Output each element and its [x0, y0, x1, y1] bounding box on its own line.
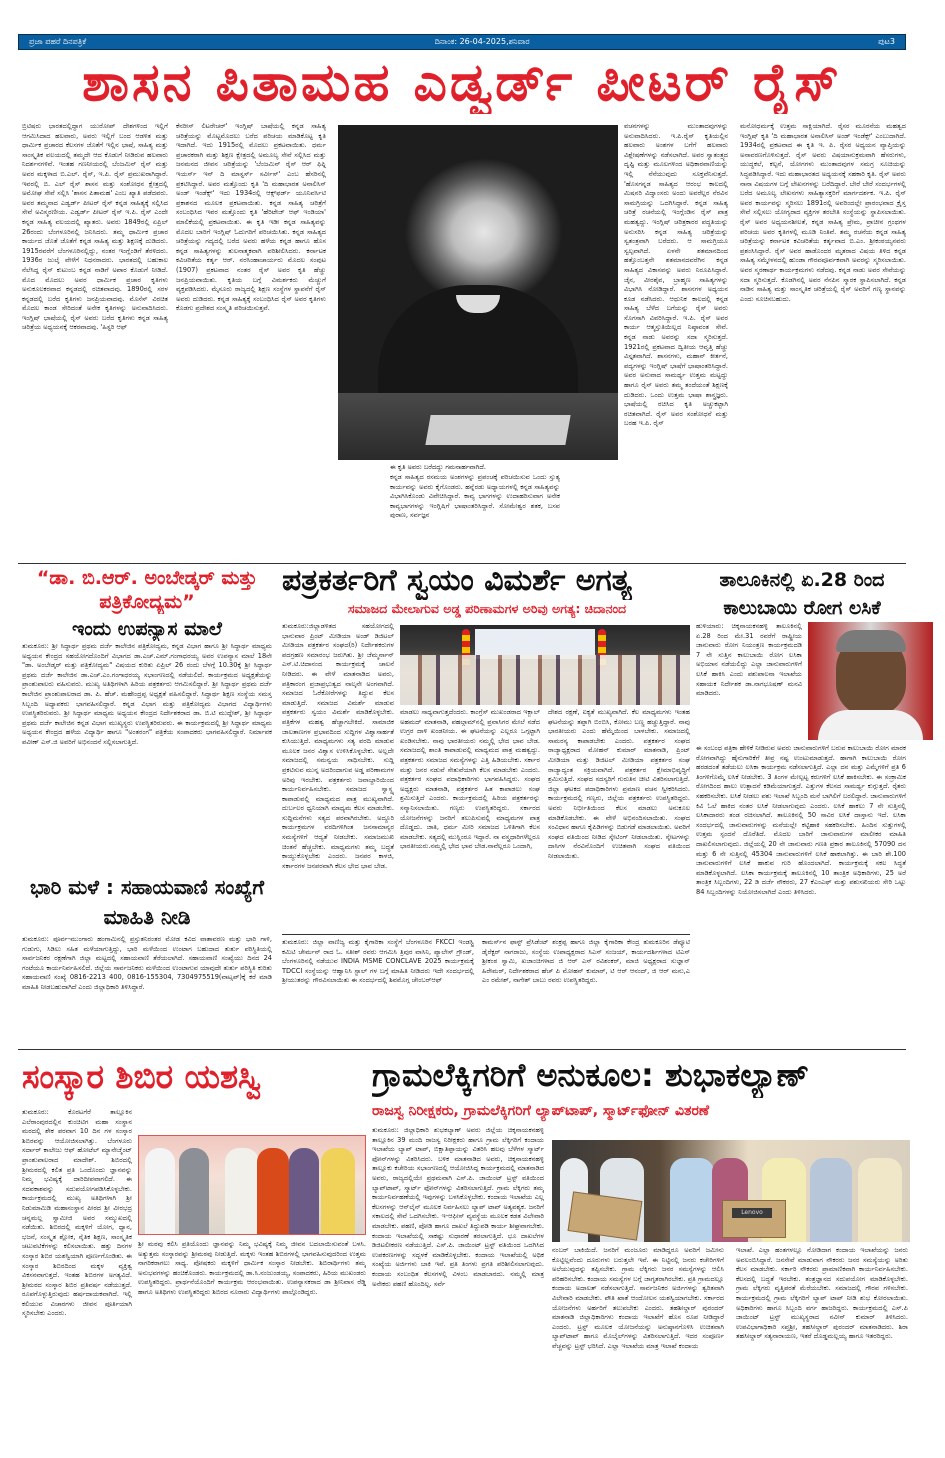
village-headline: ಗ್ರಾಮಲೆಕ್ಕಿಗರಿಗೆ ಅನುಕೂಲ: ಶುಭಾಕಲ್ಯಾಣ್: [372, 1056, 810, 1094]
lead-col-5: ಮನೋಧರ್ಮಕ್ಕೆ ಉತ್ತಮ ಸಾಕ್ಷಿಯಾಗಿದೆ. ರೈಸರ ಮೂರನೆಯ ಮಹತ್ವದ ಇಂಗ್ಲಿಷ್ ಕೃತಿ 'ದಿ ಮಹಾಭಾರತ ಅನಾಲಿಸಿಸ್ ಅಂಡ್ ಇಂಡೆಕ್ಸ್' ಎಂಬುದಾಗಿದೆ. 1934ರಲ್ಲಿ ಪ್ರಕಟವಾದ ಈ ಕೃತಿ ಇ. ಪಿ. ರೈಸರ ಅಧ್ಯಯನ ವ್ಯಾಪ್ತಿಯನ್ನು ಅನಾವರಣಗೊಳಿಸುತ್ತದೆ. ರೈಸ್ ಅವರು ವಿಷಯಾನುಕ್ರಮವಾಗಿ ಹೆಸರುಗಳು, ಯುದ್ಧಕಲೆ, ಕಲ್ಪನೆ, ಯೋಗಗಳು ಮುಂತಾದವುಗಳ ಸಮಗ್ರ ಸೂಚಿಯನ್ನು ಸಿದ್ಧಪಡಿಸಿದ್ದಾರೆ. ಇದು ಮಹಾಭಾರತದ ಅಧ್ಯಯನಕ್ಕೆ ಸಹಕಾರಿ ಕೃತಿ. ರೈಸ್ ಅವರು ನಾನಾ ವಿಷಯಗಳ ಬಗ್ಗೆ ಲೇಖನಗಳನ್ನು ಬರೆದಿದ್ದಾರೆ. ಬೇರೆ ಬೇರೆ ಸಂದರ್ಭಗಳಲ್ಲಿ ಬರೆದ ಅಮೂಲ್ಯ ಲೇಖನಗಳು ಸಾಹಿತ್ಯಾಸಕ್ತರಿಗೆ ಮಾರ್ಗದರ್ಶಕ. ಇ.ಪಿ. ರೈಸ್ ಅವರ ಕಾರ್ಯವನ್ನು ಸ್ಮರಿಸಲು 1891ರಲ್ಲಿ ಅವರಿಂದಲ್ಲೇ ಪ್ರಾರಂಭವಾದ ಕ್ರೈಸ್ತ ಸೇವೆ ಸಲ್ಲಿಸಲು ಯೋಗ್ಯರಾದ ವ್ಯಕ್ತಿಗಳ ತರಬೇತಿ ಸಂಸ್ಥೆಯನ್ನು ಸ್ಥಾಪಿಸಲಾಯಿತು. ರೈಸ್ ಅವರ ಅಧ್ಯಯನಶೀಲತೆ, ಕನ್ನಡ ಸಾಹಿತ್ಯ ಪ್ರೇಮ, ಪ್ರಾಚೀನ ಗ್ರಂಥಗಳ ಪರಿಚಯ ಅವರ ಕೃತಿಗಳಲ್ಲಿ ಮೂಡಿ ನಿಂತಿವೆ. ತಮ್ಮ ರಚನೆಯ ಕನ್ನಡ ಸಾಹಿತ್ಯ ಚರಿತ್ರೆಯನ್ನು ಕರ್ನಾಟಕ ಕವಿಚರಿತೆಯ ಕರ್ತೃವಾದ ಬಿ.ಎಂ. ಶ್ರೀಕಂಠಯ್ಯನವರು ಪ್ರಶಂಸಿಸಿದ್ದಾರೆ. ರೈಸ್ ಅವರ ಹಾಡೊಂದರ ಮೃತರಾದ ವಿಷಯ ತಿಳಿದ ಕನ್ನಡ ಸಾಹಿತ್ಯ ಸಮ್ಮೇಳನದಲ್ಲಿ ಹುಂಡಾ ಗೌರವಪೂರ್ವಕವಾಗಿ ಅವರನ್ನು ಸ್ಮರಿಸಲಾಯಿತು. ಅವರ ಸ್ಮರಣಾರ್ಥ ಕಾರ್ಯಕ್ರಮಗಳು ನಡೆದವು. ಕನ್ನಡ ನಾಡು ಅವರ ಸೇವೆಯನ್ನು ಸದಾ ಸ್ಮರಿಸುತ್ತದೆ. ಕೊಡಗಿನಲ್ಲಿ ಅವರ ನೆನಪಿನ ಸ್ಮಾರಕ ಸ್ಥಾಪಿಸಲಾಗಿದೆ. ಕನ್ನಡ ನಾಡಿನ ಸಾಹಿತ್ಯ ಮತ್ತು ಸಾಂಸ್ಕೃತಿಕ ಚರಿತ್ರೆಯಲ್ಲಿ ರೈಸ್ ಅವರಿಗೆ ಗಣ್ಯ ಸ್ಥಾನವನ್ನು ಎಂದು ಸೂಚಿಸಬಹುದು.: [740, 122, 906, 303]
page-number: ಪುಟ3: [878, 37, 895, 46]
lead-col-2: ಕೆನರೀಸ್ ಲಿಟರೇಚರ್' ಇಂಗ್ಲಿಷ್ ಬಾಷೆಯಲ್ಲಿ ಕನ್ನಡ ಸಾಹಿತ್ಯ ಚರಿತ್ರೆಯನ್ನು ಮೊಟ್ಟಮೊದಲು ಬರೆದ ಪರಿಚಯ ಮಾಡಿಕೊಟ್ಟ ಕೃತಿ ಇದಾಗಿದೆ. ಇದು 1915ರಲ್ಲಿ ಮೊದಲು ಪ್ರಕಟವಾಯಿತು. ಧರ್ಮ ಪ್ರಚಾರಕರಾಗಿ ಮತ್ತು ಶಿಕ್ಷಣ ಕ್ಷೇತ್ರದಲ್ಲಿ ಅಮೂಲ್ಯ ಸೇವೆ ಸಲ್ಲಿಸಿದ ಮತ್ತು ಜನಮನದ ಜೀವನ ಚರಿತ್ರೆಯನ್ನು 'ಬೆಂಜಮಿನ್ ರೈಸ್ ಆರ್ ಫಿಫ್ಟಿ ಇಯರ್ಸ್ ಇನ್ ದಿ ಮಾಸ್ಟರ್ಸ್ ಸರ್ವೀಸ್' ಎಂಬ ಹೆಸರಿನಲ್ಲಿ ಪ್ರಕಟಿಸಿದ್ದಾರೆ. ಅವರ ಮತ್ತೊಂದು ಕೃತಿ 'ದಿ ಮಹಾಭಾರತ ಅನಾಲಿಸಿಸ್ ಅಂಡ್ ಇಂಡೆಕ್ಸ್' ಇದು 1934ರಲ್ಲಿ ಆಕ್ಸ್‌ಫರ್ಡ್ ಯೂನಿವರ್ಸಿಟಿ ಪ್ರಕಾಶನದ ಮೂಲಕ ಪ್ರಕಟವಾಯಿತು. ಕನ್ನಡ ಸಾಹಿತ್ಯ ಚರಿತ್ರೆಗೆ ಸಂಬಂಧಿಸಿದ ಇವರ ಮತ್ತೊಂದು ಕೃತಿ 'ಹೆರಿಟೇಜ್ ಆಫ್ ಇಂಡಿಯಾ' ಮಾಲಿಕೆಯಲ್ಲಿ ಪ್ರಕಟವಾಯಿತು. ಈ ಕೃತಿ ಇಡೀ ಕನ್ನಡ ಸಾಹಿತ್ಯವನ್ನು ಮೊದಲ ಬಾರಿಗೆ ಇಂಗ್ಲಿಷ್ ಓದುಗರಿಗೆ ಪರಿಚಯಿಸಿತು. ಕನ್ನಡ ಸಾಹಿತ್ಯದ ಚರಿತ್ರೆಯನ್ನು ಗದ್ಯದಲ್ಲಿ ಬರೆದ ಅವರು ಹಳೆಯ ಕನ್ನಡ ಹಾಗೂ ಹೊಸ ಕನ್ನಡ ಸಾಹಿತ್ಯಗಳನ್ನು ತುಲನಾತ್ಮಕವಾಗಿ ಪರಿಶೀಲಿಸಿದರು. ಕರ್ನಾಟಕ ಕವಿಚರಿತೆಯ ಕರ್ತೃ ಆರ್. ನರಸಿಂಹಾಚಾರ್ಯರು ಮೊದಲ ಸಂಪುಟ (1907) ಪ್ರಕಟವಾದ ನಂತರ ರೈಸ್ ಅವರ ಕೃತಿ ಹೆಚ್ಚು ಜನಪ್ರಿಯವಾಯಿತು. ಕೃತಿಯ ಬಗ್ಗೆ ವಿಮರ್ಶಕರು ಮೆಚ್ಚುಗೆ ವ್ಯಕ್ತಪಡಿಸಿದರು. ಮೈಸೂರು ರಾಜ್ಯದಲ್ಲಿ ಶಿಕ್ಷಣ ಸಂಸ್ಥೆಗಳ ಸ್ಥಾಪನೆಗೆ ರೈಸ್ ಅವರು ದುಡಿದರು. ಕನ್ನಡ ಸಾಹಿತ್ಯಕ್ಕೆ ಸಂಬಂಧಿಸಿದ ರೈಸ್ ಅವರ ಕೃತಿಗಳು ಕೊಡಗು ಪ್ರದೇಶದ ಸಂಸ್ಕೃತಿ ಪರಿಚಯಿಸುತ್ತವೆ.: [176, 122, 326, 313]
lead-col-3: ಕನ್ನಡ ಸಾಹಿತ್ಯದ ರಸಮಯ ಅಂಶಗಳನ್ನು ಪ್ರಪಂಚಕ್ಕೆ ಪರಿಚಯಿಸುವ ಒಂದು ಸ್ತುತ್ಯ ಕಾರ್ಯವನ್ನು ಅವರು ಕೈಗೊಂಡರು. ಹನ್ನೆರಡು ಅಧ್ಯಾಯಗಳಲ್ಲಿ ಕನ್ನಡ ಸಾಹಿತ್ಯವನ್ನು ವಿಭಾಗಿಸಿಕೊಂಡು ವಿವೇಚಿಸಿದ್ದಾರೆ. ಕಾವ್ಯ ಭಾಗಗಳನ್ನು ಉದಾಹರಿಸುವಾಗ ಅನೇಕ ಕಾವ್ಯಭಾಗಗಳನ್ನು ಇಂಗ್ಲಿಷಿಗೆ ಭಾಷಾಂತರಿಸಿದ್ದಾರೆ. ಸೋಮೇಶ್ವರ ಶತಕ, ಬಸವ ಪುರಾಣ, ಸರ್ವಜ್ಞನ: [390, 473, 560, 520]
vaccine-intro: ಹುಳಿಯಾರು: ಚಿಕ್ಕನಾಯಕನಹಳ್ಳಿ ತಾಲೂಕಿನಲ್ಲಿ ಏ.28 ರಿಂದ ಮೇ.31 ರವರೆಗೆ ರಾಷ್ಟ್ರೀಯ ಜಾನುವಾರು ರೋಗ ನಿಯಂತ್ರಣ ಕಾರ್ಯಕ್ರಮದಡಿ 7 ನೇ ಸುತ್ತಿನ ಕಾಲುಬಾಯಿ ರೋಗ ಲಸಿಕಾ ಅಭಿಯಾನ ನಡೆಯಲಿದ್ದು ಎಲ್ಲಾ ಜಾನುವಾರುಗಳಿಗೆ ಲಸಿಕೆ ಹಾಕಿಸಿ ಎಂದು ಪಶುಪಾಲನಾ ಇಲಾಖೆಯ ಸಹಾಯಕ ನಿರ್ದೇಶಕ ಡಾ.ನಾಗಭೂಷಣ್ ಮನವಿ ಮಾಡಿದರು.: [696, 622, 802, 698]
portrait-photo-edward-rice: [338, 125, 618, 460]
lead-headline: ಶಾಸನ ಪಿತಾಮಹ ಎಡ್ವರ್ಡ್ ಪೀಟರ್ ರೈಸ್: [82, 53, 842, 113]
village-col-1: ತುಮಕೂರು: ಜಿಲ್ಲಾಧಿಕಾರಿ ಶುಭಕಲ್ಯಾಣ್ ಅವರು ಜಿಲ್ಲೆಯ ಚಿಕ್ಕನಾಯಕನಹಳ್ಳಿ ತಾಲ್ಲೂಕಿನ 39 ಮಂದಿ ರಾಜಸ್ವ ನಿರೀಕ್ಷಕರು ಹಾಗೂ ಗ್ರಾಮ ಲೆಕ್ಕಿಗರಿಗೆ ಕಂದಾಯ ಇಲಾಖೆಯ ಲ್ಯಾಪ್ ಟಾಪ್, ಬಿಕ್ಷಾತಿಪ್ಪಾಯನ್ನು ವಿತರಿಸಿ ಹಲವು ಬೆಳೆಗಳ ಸ್ಮಾರ್ಟ್ ಫೋನ್‌ಗಳನ್ನು ವಿತರಿಸಿದರು. ಬಳಿಕ ಮಾತನಾಡಿದ ಅವರು, ಚಿಕ್ಕನಾಯಕನಹಳ್ಳಿ ತಾಲ್ಲೂಕು ಕಚೇರಿಯ ಸಭಾಂಗಣದಲ್ಲಿ ಆಯೋಜಿಸಿದ್ದ ಕಾರ್ಯಕ್ರಮದಲ್ಲಿ ಮಾತನಾಡಿದ ಅವರು, ರಾಜ್ಯದಲ್ಲಿಯೇ ಪ್ರಥಮವಾಗಿ ಎಸ್.ಪಿ. ಜಾಯಿಂಟ್ ಟ್ರಸ್ಟ್ ವತಿಯಿಂದ ಲ್ಯಾಪ್‌ಟಾಪ್, ಸ್ಮಾರ್ಟ್ ಫೋನ್‌ಗಳನ್ನು ವಿತರಿಸಲಾಗುತ್ತಿದೆ. ಗ್ರಾಮ ಲೆಕ್ಕಿಗರು ತಮ್ಮ ಕಾರ್ಯನಿರ್ವಹಣೆಯಲ್ಲಿ ಇವುಗಳನ್ನು ಬಳಸಿಕೊಳ್ಳಬೇಕು. ಕಂದಾಯ ಇಲಾಖೆಯ ಎಲ್ಲ ಕೆಲಸಗಳನ್ನು ಆನ್‌ಲೈನ್ ಮೂಲಕ ನಿರ್ವಹಿಸಲು ಲ್ಯಾಪ್ ಟಾಪ್ ಅತ್ಯವಶ್ಯಕ. ಜನರಿಗೆ ಸಕಾಲದಲ್ಲಿ ಸೇವೆ ಒದಗಿಸಬೇಕು. ಇ-ಆಫೀಸ್ ವ್ಯವಸ್ಥೆಯ ಮೂಲಕ ಕಡತ ವಿಲೇವಾರಿ ಮಾಡಬೇಕು. ಪಹಣಿ, ಪೋಡಿ ಹಾಗೂ ದಾಖಲೆ ತಿದ್ದುಪಡಿ ಕಾರ್ಯ ಶೀಘ್ರವಾಗಬೇಕು. ಕಂದಾಯ ಇಲಾಖೆಯಲ್ಲಿ ಸಾಕಷ್ಟು ಸುಧಾರಣೆ ತರಲಾಗುತ್ತಿದೆ. ಭೂ ದಾಖಲೆಗಳ ಡಿಜಿಟಲೀಕರಣ ನಡೆಯುತ್ತಿದೆ. ಎಸ್.ಪಿ. ಜಾಯಿಂಟ್ ಟ್ರಸ್ಟ್ ವತಿಯಿಂದ ಒದಗಿಸಿದ ಉಪಕರಣಗಳನ್ನು ಸದ್ಬಳಕೆ ಮಾಡಿಕೊಳ್ಳಬೇಕು. ಕಂದಾಯ ಇಲಾಖೆಯಲ್ಲಿ ಅಧಿಕ ಸಂಖ್ಯೆಯ ಅರ್ಜಿಗಳು ಬಾಕಿ ಇವೆ. ಪ್ರತಿ ತಿಂಗಳು ಪ್ರಗತಿ ಪರಿಶೀಲಿಸಲಾಗುವುದು. ಕಂದಾಯ ಸಂಬಂಧಿತ ಕೆಲಸಗಳಲ್ಲಿ ವಿಳಂಬ ಮಾಡಬಾರದು. ನಮ್ಮಲ್ಲಿ ಮಾತ್ರ ಅನೇಕರು ಪಹಣಿ ಹೊಂದಿಲ್ಲ. ಸರ್ವೆ: [372, 1126, 544, 1288]
journalists-headline: ಪತ್ರಕರ್ತರಿಗೆ ಸ್ವಯಂ ವಿಮರ್ಶೆ ಅಗತ್ಯ: [282, 563, 632, 598]
ambedkar-headline: “ಡಾ. ಬಿ.ಆರ್. ಅಂಬೇಡ್ಕರ್ ಮತ್ತು ಪತ್ರಿಕೋದ್ಯಮ”: [36, 567, 258, 613]
journalists-col-3: ದೇಶದ ರಕ್ಷಣೆ, ಐಕ್ಯತೆ ಮುಖ್ಯವಾಗಿದೆ. ಕೆಲ ಮಾಧ್ಯಮಗಳು ಇಂತಹ ಘಟನೆಯನ್ನು ತಪ್ಪಾಗಿ ಬಿಂಬಿಸಿ, ಕೋಮು ಬಣ್ಣ ಹಚ್ಚುತ್ತಿದ್ದಾರೆ. ನಾವು ಭಾರತೀಯರು ಎಂದು ಹೆಮ್ಮೆಯಿಂದ ಬಾಳಬೇಕು. ಸಮಾಜದಲ್ಲಿ ಸಾಮರಸ್ಯ ಕಾಪಾಡಬೇಕು ಎಂದರು. ಪತ್ರಕರ್ತರ ಸಂಘದ ರಾಜ್ಯಾಧ್ಯಕ್ಷರಾದ ಮೋಹನ್ ಕುಮಾರ್ ಮಾತನಾಡಿ, ಪ್ರಿಂಟ್ ಮೀಡಿಯಾ ಮತ್ತು ಡಿಜಿಟಲ್ ಮೀಡಿಯಾ ಪತ್ರಕರ್ತರ ಸಂಘ ರಾಜ್ಯಾದ್ಯಂತ ಸಕ್ರಿಯವಾಗಿದೆ. ಪತ್ರಕರ್ತರ ಕ್ಷೇಮಾಭಿವೃದ್ಧಿಗೆ ಶ್ರಮಿಸುತ್ತಿದೆ. ಸಂಘದ ಸದಸ್ಯರಿಗೆ ಗುರುತಿನ ಚೀಟಿ ವಿತರಿಸಲಾಗುತ್ತಿದೆ. ಜಿಲ್ಲಾ ಘಟಕದ ಪದಾಧಿಕಾರಿಗಳು ಪ್ರಮಾಣ ವಚನ ಸ್ವೀಕರಿಸಿದರು. ಕಾರ್ಯಕ್ರಮದಲ್ಲಿ ಗಣ್ಯರು, ಜಿಲ್ಲೆಯ ಪತ್ರಕರ್ತರು ಉಪಸ್ಥಿತರಿದ್ದರು. ಅವರು ನಿರ್ಭೀತಿಯಿಂದ ಕೆಲಸ ಮಾಡಲು ಅನುಕೂಲ ಮಾಡಿಕೊಡಬೇಕು. ಈ ವೇಳೆ ಅಭಿನಂದಿಸಲಾಯಿತು. ಸಂಘದ ಸಂವಿಧಾನ ಹಾಗೂ ಕೈಪಿಡಿಗಳನ್ನು ಬಿಡುಗಡೆ ಮಾಡಲಾಯಿತು. ಅವರಿಗೆ ಸಂಘದ ವತಿಯಿಂದ ನೀಡಿದ ಸ್ಕೇಟಿಂಗ್ ನೀಡಲಾಯಿತು. ಸ್ಕೇಟಗಳನ್ನು ದಾಸಿಗಳ ನೆರವಿನೊಂದಿಗೆ ಉಚಿತವಾಗಿ ಸಂಘದ ವತಿಯಿಂದ ನೀಡಲಾಯಿತು.: [548, 708, 690, 860]
section-divider: [18, 1049, 906, 1050]
section-divider: [282, 934, 690, 935]
paper-name: ಪ್ರಜಾ ಪಹರೆ ದಿನಪತ್ರಿಕೆ: [29, 37, 87, 46]
village-col-3: ಇಲಾಖೆ. ಎಲ್ಲಾ ಹಂತಗಳಲ್ಲೂ ನೋಡಿದಾಗ ಕಂದಾಯ ಇಲಾಖೆಯನ್ನು ಜನರು ಅವಲಂಬಿಸಿದ್ದಾರೆ. ಜನಸೇವೆ ಮಾಡುವಾಗ ನೌಕರರು ಜನರ ಸಮಸ್ಯೆಯನ್ನು ಅರಿತು ಕೆಲಸ ಮಾಡಬೇಕು. ಸರ್ಕಾರಿ ನೌಕರರು ಪ್ರಾಮಾಣಿಕವಾಗಿ ಕಾರ್ಯನಿರ್ವಹಿಸಬೇಕು. ಕೆಲಸದಲ್ಲಿ ಬದ್ಧತೆ ಇರಬೇಕು. ತಂತ್ರಜ್ಞಾನದ ಸದುಪಯೋಗ ಮಾಡಿಕೊಳ್ಳಬೇಕು. ಗ್ರಾಮ ಲೆಕ್ಕಿಗರು ವೃತ್ತಿಪರತೆ ಮೆರೆಯಬೇಕು. ಸಮಾಜದಲ್ಲಿ ಗೌರವ ಗಳಿಸಬೇಕು. ಕಾರ್ಯಕ್ರಮದಲ್ಲಿ ಗ್ರಾಮ ಲೆಕ್ಕಿಗರಿಗೆ ಲ್ಯಾಪ್ ಟಾಪ್ ನೀಡಿ ಶುಭ ಕೋರಲಾಯಿತು. ಅಧಿಕಾರಿಗಳು ಹಾಗೂ ಸಿಬ್ಬಂದಿ ವರ್ಗ ಹಾಜರಿದ್ದರು. ಕಾರ್ಯಕ್ರಮದಲ್ಲಿ ಎಸ್.ಪಿ ಜಾಯಿಂಟ್ ಟ್ರಸ್ಟ್ ಮುಖ್ಯಸ್ಥರಾದ ನವೀನ್ ಕುಮಾರ್ ತಿಳಿಸಿದರು. ಉಪವಿಭಾಗಾಧಿಕಾರಿ ಸಪ್ತಶ್ರೀ, ತಹಸೀಲ್ದಾರ್ ಪುರಂದರ್ ಮಾತನಾಡಿದರು. ಶಿರಾ ತಹಸೀಲ್ದಾರ್ ಸತ್ಯನಾರಾಯಣ, ಇತರೆ ದೊಡ್ಡಮಲ್ಲಯ್ಯ ಹಾಗೂ ಇತರರಿದ್ದರು.: [736, 1246, 908, 1341]
village-subheadline: ರಾಜಸ್ವ ನಿರೀಕ್ಷಕರು, ಗ್ರಾಮಲೆಕ್ಕಿಗರಿಗೆ ಲ್ಯಾಪ್‌ಟಾಪ್, ಸ್ಮಾರ್ಟ್‌ಫೋನ್ ವಿತರಣೆ: [372, 1103, 710, 1119]
photo-caption: ಈ ಕೃತಿ ಅವರು ಬರೆದದ್ದು ಗಮನಾರ್ಹವಾಗಿದೆ.: [390, 463, 486, 471]
journalists-col-1: ತುಮಕೂರು:ಜಿಲ್ಲಾಡಳಿತದ ಸಹಯೋಗದಲ್ಲಿ ಭಾನುವಾರ ಪ್ರಿಂಟ್ ಮೀಡಿಯಾ ಅಂಡ್ ಡಿಜಿಟಲ್ ಮೀಡಿಯಾ ಪತ್ರಕರ್ತರ ಸಂಘದ(ರಿ) ನಿರ್ದೇಶಕರುಗಳ ಪದಗ್ರಹಣ ಸಮಾರಂಭ ಜರುಗಿತು. ಶ್ರೀ ಜೆಮ್ಮರ್ನಾನ್ ಎಸ್.ಟಿ.ಚಿದಾನಂದ ಕಾರ್ಯಕ್ರಮಕ್ಕೆ ಚಾಲನೆ ನೀಡಿದರು. ಈ ವೇಳೆ ಮಾತನಾಡಿದ ಅವರು, ಪತ್ರಿಕಾರಂಗ ಪ್ರಜಾಪ್ರಭುತ್ವದ ನಾಲ್ಕನೇ ಅಂಗವಾಗಿದೆ. ಸಮಾಜದ ಓರೆಕೋರೆಗಳನ್ನು ತಿದ್ದುವ ಕೆಲಸ ಮಾಡುತ್ತಿದೆ. ಸಮಾಜದ ವಿಮರ್ಶೆ ಮಾಡುವ ಪತ್ರಕರ್ತರು ಸ್ವಯಂ ವಿಮರ್ಶೆ ಮಾಡಿಕೊಳ್ಳಬೇಕು. ಪತ್ರಿಕೆಗಳ ಮಹತ್ವ ಹೆಚ್ಚಾಗಬೇಕಿದೆ. ಸಾಮಾಜಿಕ ಜಾಲತಾಣಗಳ ಪ್ರಭಾವದಿಂದ ಸುದ್ದಿಗಳ ವಿಶ್ವಾಸಾರ್ಹತೆ ಕುಸಿಯುತ್ತಿದೆ. ಮಾಧ್ಯಮಗಳು ಸತ್ಯ ವರದಿ ಮಾಡುವ ಮೂಲಕ ಜನರ ವಿಶ್ವಾಸ ಉಳಿಸಿಕೊಳ್ಳಬೇಕು. ಅಲ್ಲದೇ ಸಮಾಜದಲ್ಲಿ ಸಮನ್ವಯ ಸಾಧಿಸಬೇಕು. ಸುದ್ದಿ ಪ್ರಕಟಿಸುವ ಮುನ್ನ ಅದರಿಂದಾಗುವ ಅಡ್ಡ ಪರಿಣಾಮಗಳ ಅರಿವು ಇರಬೇಕು. ಪತ್ರಕರ್ತರು ಜವಾಬ್ದಾರಿಯಿಂದ ಕಾರ್ಯನಿರ್ವಹಿಸಬೇಕು. ಸಮಾಜದ ಸ್ವಾಸ್ಥ್ಯ ಕಾಪಾಡುವಲ್ಲಿ ಮಾಧ್ಯಮದ ಪಾತ್ರ ಮುಖ್ಯವಾಗಿದೆ. ದುರ್ಬಲರ ಧ್ವನಿಯಾಗಿ ಮಾಧ್ಯಮ ಕೆಲಸ ಮಾಡಬೇಕು. ಸುದ್ದಿಮನೆಗಳು ಸತ್ಯದ ಪರವಾಗಿರಬೇಕು. ಅದ್ದೂರಿ ಕಾರ್ಯಕ್ರಮಗಳ ವರದಿಗಳಿಗಿಂತ ಜನಸಾಮಾನ್ಯರ ಸಮಸ್ಯೆಗಳಿಗೆ ಆದ್ಯತೆ ನೀಡಬೇಕು. ಸಮಾಜಮುಖಿ ಚಿಂತನೆ ಹೆಚ್ಚಬೇಕು. ಮಾಧ್ಯಮಗಳು ತಮ್ಮ ಬದ್ಧತೆ ಕಾಯ್ದುಕೊಳ್ಳಬೇಕು ಎಂದರು. ಜನಪರ ಕಾಳಜಿ, ಸರ್ಕಾರಗಳ ಜನಪರವಾಗಿ ಕೆಲಸ ಭೇದ ಭಾವ ಬೇಡ.: [282, 622, 394, 870]
rain-headline: ಭಾರಿ ಮಳೆ : ಸಹಾಯವಾಣಿ ಸಂಖ್ಯೆಗೆ ಮಾಹಿತಿ ನೀಡಿ: [29, 875, 265, 929]
vaccine-body: ಈ ಸಂಬಂಧ ಪತ್ರಿಕಾ ಹೇಳಿಕೆ ನೀಡಿರುವ ಅವರು ಜಾನುವಾರುಗಳಿಗೆ ಬರುವ ಕಾಲುಬಾಯಿ ರೋಗ ಮಾರಕ ರೋಗವಾಗಿದ್ದು ಹೈನುಗಾರಿಕೆಗೆ ತೀವ್ರ ನಷ್ಟ ಉಂಟುಮಾಡುತ್ತದೆ. ಹಾಗಾಗಿ ಕಾಲುಬಾಯಿ ರೋಗ ಹರಡದಂತೆ ತಡೆಯಲು ಲಸಿಕಾ ಕಾರ್ಯಕ್ರಮ ನಡೆಸಲಾಗುತ್ತಿದೆ. ಎಲ್ಲಾ ದನ ಮತ್ತು ಎಮ್ಮೆಗಳಿಗೆ ಪ್ರತಿ 6 ತಿಂಗಳಿಗೊಮ್ಮೆ ಲಸಿಕೆ ನೀಡಬೇಕು. 3 ತಿಂಗಳ ಮೇಲ್ಪಟ್ಟ ಕರುಗಳಿಗೆ ಲಸಿಕೆ ಹಾಕಿಸಬೇಕು. ಈ ಸಂಕ್ರಾಮಿಕ ರೋಗದಿಂದ ಹಾಲು ಉತ್ಪಾದನೆ ಕಡಿಮೆಯಾಗುತ್ತದೆ. ಎತ್ತುಗಳ ಕೆಲಸದ ಸಾಮರ್ಥ್ಯ ಕುಗ್ಗುತ್ತದೆ. ರೈತರು ಸಹಕರಿಸಬೇಕು. ಲಸಿಕೆ ನೀಡಲು ಪಶು ಇಲಾಖೆ ಸಿಬ್ಬಂದಿ ಮನೆ ಬಾಗಿಲಿಗೆ ಬರಲಿದ್ದಾರೆ. ಜಾನುವಾರುಗಳಿಗೆ ಕಿವಿ ಓಲೆ ಹಾಕಿದ ನಂತರ ಲಸಿಕೆ ನೀಡಲಾಗುವುದು ಎಂದರು. ಲಸಿಕೆ ಹಾಕಲು 7 ನೇ ಸುತ್ತಿನಲ್ಲಿ ಲಸಿಕಾದಾರರು ತಂಡ ರಚಿಸಲಾಗಿದೆ. ತಾಲೂಕಿನಲ್ಲಿ 50 ಸಾವಿರ ಲಸಿಕೆ ದಾಸ್ತಾನು ಇದೆ. ಲಸಿಕಾ ಸಂದರ್ಭದಲ್ಲಿ ಜಾನುವಾರುಗಳನ್ನು ಮನೆಯಲ್ಲೇ ಕಟ್ಟಿಹಾಕಿ ಸಹಕರಿಸಬೇಕು. ಹಿಂದಿನ ಸುತ್ತುಗಳಲ್ಲಿ ಉತ್ತಮ ಸ್ಪಂದನೆ ದೊರೆತಿದೆ. ಮೊದಲ ಬಾರಿಗೆ ಜಾನುವಾರುಗಳ ಮಾಲೀಕರ ಮಾಹಿತಿ ದಾಖಲಿಸಲಾಗುವುದು. ಜಿಲ್ಲೆಯಲ್ಲಿ 20 ನೇ ಜಾನುವಾರು ಗಣತಿ ಪ್ರಕಾರ ತಾಲೂಕಿನಲ್ಲಿ 57090 ದನ ಮತ್ತು 6 ನೇ ಸುತ್ತಿನಲ್ಲಿ 45304 ಜಾನುವಾರುಗಳಿಗೆ ಲಸಿಕೆ ಹಾಕಲಾಗಿತ್ತು. ಈ ಬಾರಿ ಶೇ.100 ಜಾನುವಾರುಗಳಿಗೆ ಲಸಿಕೆ ಹಾಕುವ ಗುರಿ ಹೊಂದಲಾಗಿದೆ. ಕಾರ್ಯಕ್ರಮಕ್ಕೆ ಸಕಲ ಸಿದ್ಧತೆ ಮಾಡಿಕೊಳ್ಳಲಾಗಿದೆ. ಲಸಿಕಾ ಕಾರ್ಯಕ್ರಮಕ್ಕೆ ತಾಲೂಕಿನಲ್ಲಿ 10 ತಾಂತ್ರಿಕ ಅಧಿಕಾರಿಗಳು, 25 ಅರೆ ತಾಂತ್ರಿಕ ಸಿಬ್ಬಂದಿಗಳು, 22 ಡಿ ದರ್ಜೆ ನೌಕರರು, 27 ಕೆಎಂಎಫ್ ಮತ್ತು ಪಶುಸಖಿಯರು ಸೇರಿ ಒಟ್ಟು 84 ಸಿಬ್ಬಂದಿಗಳನ್ನು ನಿಯೋಜಿಸಲಾಗಿದೆ ಎಂದು ತಿಳಿಸಿದರು.: [696, 744, 906, 896]
lenovo-logo: Lenovo: [732, 1208, 772, 1218]
vaccine-headline: ತಾಲೂಕಿನಲ್ಲಿ ಏ.28 ರಿಂದ ಕಾಲುಬಾಯಿ ರೋಗ ಲಸಿಕೆ: [719, 569, 885, 619]
officer-portrait-photo: [808, 622, 933, 740]
camp-photo: [138, 1135, 366, 1235]
journalists-event-photo: [400, 625, 690, 705]
page-header-bar: [18, 34, 906, 50]
fkcci-col-1: ತುಮಕೂರು: ಜಿಲ್ಲಾ ವಾಣಿಜ್ಯ ಮತ್ತು ಕೈಗಾರಿಕಾ ಸಂಸ್ಥೆಗೆ ಬೆಂಗಳೂರಿನ FKCCI ಇಂಡಸ್ಟ್ರಿ ಕಮಿಟಿ ಚೇರ್ಮನ್ ರಾದ ಓ. ಸತೀಶ್ ರವರು ಆಗಮಿಸಿ ತ್ರಿಪುರ ವಾಸಿನಿ, ಪ್ಯಾಲೇಸ್ ಗ್ರೌಂಡ್, ಬೆಂಗಳೂರಿನಲ್ಲಿ ನಡೆಯುವ INDIA MSME CONCLAVE 2025 ಕಾರ್ಯಕ್ರಮಕ್ಕೆ TDCCI ಸಂಸ್ಥೆಯನ್ನು ಆಹ್ವಾನಿಸಿ ಸ್ಟಾಲ್ ಗಳ ಬಗ್ಗೆ ಮಾಹಿತಿ ನೀಡಿದರು ಇದೇ ಸಂದರ್ಭದಲ್ಲಿ ಶ್ರೀಯುತರನ್ನು ಗೌರವಿಸಲಾಯಿತು ಈ ಸಂದರ್ಭದಲ್ಲಿ ಶಿವಮೊಗ್ಗ ಚೇಂಬರ್‌ಆಫ್: [282, 938, 474, 985]
rain-body: ತುಮಕೂರು: ಪೂರ್ವ-ಮುಂಗಾರು ಹಂಗಾಮಿನಲ್ಲಿ ಪ್ರಸ್ತುತನಿರಂತರ ಮೋಡ ಕವಿದ ವಾತಾವರಣ ಮತ್ತು ಭಾರಿ ಗಾಳಿ, ಗುಡುಗು, ಸಿಡಿಲು ಸಹಿತ ಮಳೆಯಾಗುತ್ತಿದ್ದು, ಭಾರಿ ಮಳೆಯಿಂದ ಉಂಟಾಗ ಬಹುದಾದ ತುರ್ತು ಪರಿಸ್ಥಿತಿಯಲ್ಲಿ ಸಾರ್ವಜನಿಕರ ರಕ್ಷಣೆಗಾಗಿ ಜಿಲ್ಲಾ ಮಟ್ಟದಲ್ಲಿ ಸಹಾಯವಾಣಿ ತೆರೆಯಲಾಗಿದೆ. ಸಹಾಯವಾಣಿ ಸಂಖ್ಯೆಯು ದಿನದ 24 ಗಂಟೆಯೂ ಕಾರ್ಯನಿರ್ವಹಿಸಲಿದೆ. ಜಿಲ್ಲೆಯ ಸಾರ್ವಜನಿಕರು ಮಳೆಯಿಂದ ಉಂಟಾಗುವ ಯಾವುದೇ ತುರ್ತು ಪರಿಸ್ಥಿತಿ ಕುರಿತು ಸಹಾಯವಾಣಿ ಸಂಖ್ಯೆ 0816-2213 400, 0816-155304, 7304975519(ವಾಟ್ಸಪ್)ಕ್ಕೆ ಕರೆ ಮಾಡಿ ಮಾಹಿತಿ ನೀಡಬಹುದಾಗಿದೆ ಎಂದು ಜಿಲ್ಲಾಧಿಕಾರಿ ತಿಳಿಸಿದ್ದಾರೆ.: [22, 935, 272, 991]
camp-col-1: ತುಮಕೂರು: ಕೊರಟಗೆರೆ ತಾಲ್ಲೂಕಿನ ಎಲೆರಾಂಪುರದಲ್ಲಿನ ಕುಂಚಿಟಿಗ ಮಹಾ ಸಂಸ್ಥಾನ ಮಠದಲ್ಲಿ ಶೇಕ ಪರವಾಗ 10 ದಿನ ಗಳ ಸಂಸ್ಕಾರ ಶಿಬಿರವನ್ನು ಆಯೋಜಿಸಲಾಗಿತ್ತು. ಬೆಂಗಳೂರು ಸರ್ದಾರ್ ಕಾಲೇಜು ಆಫ್ ಹೋಟೆಲ್ ಮ್ಯಾನೇಜ್ಮೆಂಟ್ ಪ್ರಾಂಶುಪಾಲರಾದ ಮಾದೇಶ್. ಶಿಬಿರದಲ್ಲಿ ಶ್ರೀಮಠದಲ್ಲಿ ಕಲಿತ ಪ್ರತಿ ಒಂದೊಂದು ಜ್ಞಾನವನ್ನು ನಿಮ್ಮ ಭವಿಷ್ಯಕ್ಕೆ ದಾರಿದೀಪವಾಗಲಿದೆ. ಈ ಸದವಕಾಶವನ್ನು ಸದುಪಯೋಗಪಡಿಸಿಕೊಳ್ಳಬೇಕು. ಕಾರ್ಯಕ್ರಮದಲ್ಲಿ ಮುಖ್ಯ ಅತಿಥಿಗಳಾಗಿ ಶ್ರೀ ನಿಡುಮಾಮಿಡಿ ಮಹಾಸಂಸ್ಥಾನ ಪೀಠದ ಶ್ರೀ ವೀರಭದ್ರ ಚನ್ನಮಲ್ಲ ಸ್ವಾಮೀಜಿ ಅವರ ಸಮ್ಮುಖದಲ್ಲಿ ನಡೆಯಿತು. ಶಿಬಿರದಲ್ಲಿ ಮಕ್ಕಳಿಗೆ ಯೋಗ, ಧ್ಯಾನ, ಭಜನೆ, ಸಂಸ್ಕೃತ ಶ್ಲೋಕ, ನೈತಿಕ ಶಿಕ್ಷಣ, ಸಾಂಸ್ಕೃತಿಕ ಚಟುವಟಿಕೆಗಳನ್ನು ಕಲಿಸಲಾಯಿತು. ಹತ್ತು ದಿನಗಳ ಸಂಸ್ಕಾರ ಶಿಬಿರ ಯಶಸ್ವಿಯಾಗಿ ಪೂರ್ಣಗೊಂಡಿತು. ಈ ಸಂಸ್ಕಾರ ಶಿಬಿರದಿಂದ ಮಕ್ಕಳ ವ್ಯಕ್ತಿತ್ವ ವಿಕಸನವಾಗುತ್ತದೆ. ಇಂತಹ ಶಿಬಿರಗಳ ಅಗತ್ಯವಿದೆ. ಶ್ರೀಮಠದ ಸಂಸ್ಕಾರ ಶಿಬಿರ ಪ್ರತಿವರ್ಷ ನಡೆಯುತ್ತದೆ. ರೂಪಗೊಳ್ಳುತ್ತಿರುವುದು ಹರ್ಷದಾಯಕವಾಗಿದೆ. ಇಲ್ಲಿ ಕಲಿಯುವ ವಿಚಾರಗಳು ಜೀವನ ಪೂರ್ತಿಯಾಗಿ ಸ್ಮರಿಸಬೇಕು ಎಂದರು.: [22, 1108, 132, 1318]
ambedkar-body: ತುಮಕೂರು: ಶ್ರೀ ಸಿದ್ಧಾರ್ಥ ಪ್ರಥಮ ದರ್ಜೆ ಕಾಲೇಜಿನ ಪತ್ರಿಕೋದ್ಯಮ, ಕನ್ನಡ ವಿಭಾಗ ಹಾಗೂ ಶ್ರೀ ಸಿದ್ಧಾರ್ಥ ಮಾಧ್ಯಮ ಅಧ್ಯಯನ ಕೇಂದ್ರದ ಸಹಯೋಗದೊಂದಿಗೆ ವಿಭಾಗದ ಡಾ.ಎಚ್.ಎಮ್.ಗಂಗಾಧರಯ್ಯ ಅವರ ಉಪನ್ಯಾಸ ಮಾಲೆ 18ನೇ "ಡಾ. ಅಂಬೇಡ್ಕರ್ ಮತ್ತು ಪತ್ರಿಕೋದ್ಯಮ" ವಿಷಯದ ಕುರಿತು ಏಪ್ರಿಲ್ 26 ರಂದು ಬೆಳಗ್ಗೆ 10.30ಕ್ಕೆ ಶ್ರೀ ಸಿದ್ಧಾರ್ಥ ಪ್ರಥಮ ದರ್ಜೆ ಕಾಲೇಜಿನ ಡಾ.ಎಚ್.ಎಂ.ಗಂಗಾಧರಯ್ಯ ಸಭಾಂಗಣದಲ್ಲಿ ನಡೆಯಲಿದೆ. ಕಾರ್ಯಕ್ರಮದ ಅಧ್ಯಕ್ಷತೆಯನ್ನು ಪ್ರಾಂಶುಪಾಲರು ವಹಿಸುವರು. ಮುಖ್ಯ ಅತಿಥಿಗಳಾಗಿ ಹಿರಿಯ ಪತ್ರಕರ್ತರು ಆಗಮಿಸಲಿದ್ದಾರೆ. ಶ್ರೀ ಸಿದ್ಧಾರ್ಥ ಪ್ರಥಮ ದರ್ಜೆ ಕಾಲೇಜಿನ ಪ್ರಾಂಶುಪಾಲರಾದ ಡಾ. ಪಿ. ಹೆಚ್. ಮಹೇಂದ್ರಪ್ಪ ಅಧ್ಯಕ್ಷತೆ ವಹಿಸಲಿದ್ದಾರೆ. ಸಿದ್ಧಾರ್ಥ ಶಿಕ್ಷಣ ಸಂಸ್ಥೆಯ ಸಮಸ್ತ ಸಿಬ್ಬಂದಿ ಅಧ್ಯಾಪಕರು ಭಾಗವಹಿಸಲಿದ್ದಾರೆ. ಕನ್ನಡ ವಿಭಾಗ ಮತ್ತು ಪತ್ರಿಕೋದ್ಯಮ ವಿಭಾಗದ ವಿದ್ಯಾರ್ಥಿಗಳು ಉಪಸ್ಥಿತರಿರುವರು. ಶ್ರೀ ಸಿದ್ಧಾರ್ಥ ಮಾಧ್ಯಮ ಅಧ್ಯಯನ ಕೇಂದ್ರದ ನಿರ್ದೇಶಕರಾದ ಡಾ. ಬಿ.ಟಿ ಮುದ್ದೇಶ್, ಶ್ರೀ ಸಿದ್ಧಾರ್ಥ ಪ್ರಥಮ ದರ್ಜೆ ಕಾಲೇಜಿನ ಕನ್ನಡ ವಿಭಾಗ ಮುಖ್ಯಸ್ಥರು ಉಪಸ್ಥಿತರಿರುವರು. ಈ ಕಾರ್ಯಕ್ರಮದಲ್ಲಿ ಶ್ರೀ ಸಿದ್ಧಾರ್ಥ ಮಾಧ್ಯಮ ಅಧ್ಯಯನ ಕೇಂದ್ರದ ಹಳೆಯ ವಿದ್ಯಾರ್ಥಿ ಹಾಗೂ "ಅಂತರಂಗ" ಪತ್ರಿಕೆಯ ಸಂಪಾದಕರು ಭಾಗವಹಿಸಲಿದ್ದಾರೆ. ನಿರ್ಮಾಪಕ ಪವೀಣ್ ಎಸ್.ಜಿ ಅವರಿಗೆ ಅಭಿನಂದನೆ ಸಲ್ಲಿಸಲಾಗುತ್ತಿದೆ.: [22, 642, 272, 746]
journalists-col-2: ಮಾಡಲು ಸಾಧ್ಯವಾಗುತ್ತದೆಂದರು. ಕಾಂಗ್ರೆಸ್ ಮುಖಂಡರಾದ ಇಕ್ಬಾಲ್ ಅಹಮದ್ ಮಾತನಾಡಿ, ಪಹಲ್ಗಾಮ್‌ನಲ್ಲಿ ಪ್ರವಾಸಿಗರ ಮೇಲೆ ನಡೆದ ಉಗ್ರರ ದಾಳಿ ಖಂಡನೀಯ. ಈ ಘಟನೆಯನ್ನು ಎಲ್ಲರೂ ಒಗ್ಗಟ್ಟಾಗಿ ಖಂಡಿಸಬೇಕು. ನಾವು ಭಾರತೀಯರು ನಮ್ಮಲ್ಲಿ ಭೇದ ಭಾವ ಬೇಡ. ಸಮಾಜದಲ್ಲಿ ಶಾಂತಿ ಕಾಪಾಡುವಲ್ಲಿ ಮಾಧ್ಯಮದ ಪಾತ್ರ ಮಹತ್ವದ್ದು. ಪತ್ರಕರ್ತರು ಸಮಾಜದ ಸಮಸ್ಯೆಗಳನ್ನು ಎತ್ತಿ ಹಿಡಿಯಬೇಕು. ಸರ್ಕಾರ ಮತ್ತು ಜನರ ನಡುವೆ ಸೇತುವೆಯಾಗಿ ಕೆಲಸ ಮಾಡಬೇಕು ಎಂದರು. ಪತ್ರಕರ್ತರ ಸಂಘದ ಪದಾಧಿಕಾರಿಗಳು ಭಾಗವಹಿಸಿದ್ದರು. ಸಂಘದ ಅಧ್ಯಕ್ಷರು ಮಾತನಾಡಿ, ಪತ್ರಕರ್ತರ ಹಿತ ಕಾಪಾಡಲು ಸಂಘ ಶ್ರಮಿಸುತ್ತಿದೆ ಎಂದರು. ಕಾರ್ಯಕ್ರಮದಲ್ಲಿ ಹಿರಿಯ ಪತ್ರಕರ್ತರನ್ನು ಸನ್ಮಾನಿಸಲಾಯಿತು. ಗಣ್ಯರು ಉಪಸ್ಥಿತರಿದ್ದರು. ಸರ್ಕಾರದ ಯೋಜನೆಗಳನ್ನು ಜನರಿಗೆ ತಲುಪಿಸುವಲ್ಲಿ ಮಾಧ್ಯಮಗಳ ಪಾತ್ರ ದೊಡ್ಡದು. ಜಾತಿ, ಧರ್ಮ ಮೀರಿ ಸಮಾಜದ ಒಳಿತಿಗಾಗಿ ಕೆಲಸ ಮಾಡಬೇಕು. ಸತ್ಯದಲ್ಲಿ ಮುಸ್ಲಿಂರೂ ಇದ್ದಾರೆ. ನಾ ವಸ್ತ್ರಧಾರಿಗಳೆಲ್ಲರೂ ಭಾರತೀಯರು.ನಮ್ಮಲ್ಲಿ ಭೇದ ಭಾವ ಬೇಡ.ನಾವೆಲ್ಲರೂ ಒಂದಾಗಿ,: [400, 708, 540, 851]
lead-col-4: ವಚನಗಳನ್ನು ಮುಂತಾದವುಗಳನ್ನು ಅನುವಾದಿಸಿದರು. ಇ.ಪಿ.ರೈಸ್ ಕೃತಿಯಲ್ಲಿನ ಹಲವಾರು ಅಂಶಗಳ ಬಗೆಗೆ ಹಲವಾರು ವಿಶ್ಲೇಷಣೆಗಳನ್ನು ನಡೆಸಲಾಗಿದೆ. ಅವರ ಸ್ವಾತಂತ್ರ್ಯದ ದೃಷ್ಟಿ ಮತ್ತು ಮೂಲಗಳಿಂದ ಅಧಿಕಾರವಾಣಿಯನ್ನು ಇಲ್ಲಿ ನೆನೆಯುವುದು ಸೂಕ್ತವೆನಿಸುತ್ತದೆ. 'ಹೊಸಗನ್ನಡ ಸಾಹಿತ್ಯದ ಆರಂಭ ಕಾಲದಲ್ಲಿ ಮಿಷನರಿ ವಿದ್ವಾಂಸರು ಅಂದು ಅವರೆಲ್ಲರ ನೆರವಿನ ಸಾಮಗ್ರಿಯನ್ನು ಒದಗಿಸಿದ್ದಾರೆ. ಕನ್ನಡ ಸಾಹಿತ್ಯ ಚರಿತ್ರೆ ರಚನೆಯಲ್ಲಿ ಇಂಗ್ಲೆಂಡಿನ ರೈಸ್ ಪಾತ್ರ ಮಹತ್ವದ್ದು. ಇಂಗ್ಲಿಷ್ ಚರಿತ್ರಕಾರರ ಪದ್ಧತಿಯನ್ನು ಅನುಸರಿಸಿ ಕನ್ನಡ ಸಾಹಿತ್ಯ ಚರಿತ್ರೆಯನ್ನು ಸ್ವತಂತ್ರವಾಗಿ ಬರೆದರು. ಆ ಸಾಮಗ್ರಿಯೂ ಸ್ವಲ್ಪವಾಗಿದೆ. ಏಳನೇ ಶತಮಾನದಿಂದ ಹತ್ತೊಂಬತ್ತನೇ ಶತಮಾನದವರೆಗಿನ ಕನ್ನಡ ಸಾಹಿತ್ಯದ ವಿಕಾಸವನ್ನು ಅವರು ನಿರೂಪಿಸಿದ್ದಾರೆ. ಜೈನ, ವೀರಶೈವ, ಬ್ರಾಹ್ಮಣ ಸಾಹಿತ್ಯಗಳನ್ನು ವಿಭಾಗಿಸಿ ನೋಡಿದ್ದಾರೆ. ಶಾಸನಗಳ ಅಧ್ಯಯನ ಕೂಡ ನಡೆಸಿದರು. ಆಧುನಿಕ ಕಾಲದಲ್ಲಿ ಕನ್ನಡ ಸಾಹಿತ್ಯ ಬೆಳೆದ ಬಗೆಯನ್ನು ರೈಸ್ ಅವರು ಸೊಗಸಾಗಿ ವಿವರಿಸಿದ್ದಾರೆ. ಇ.ಪಿ. ರೈಸ್ ಅವರ ಕಾರ್ಯ ಆತ್ಮಸ್ತುತಿಯಿಲ್ಲದ ನಿಷ್ಠಾವಂತ ಸೇವೆ. ಕನ್ನಡ ನಾಡು ಅವರನ್ನು ಸದಾ ಸ್ಮರಿಸುತ್ತದೆ. 1921ರಲ್ಲಿ ಪ್ರಕಟವಾದ ದ್ವಿತೀಯ ಆವೃತ್ತಿ ಹೆಚ್ಚು ವಿಸ್ತೃತವಾಗಿದೆ. ಶಾಸನಗಳು, ಮಹಾನ್ ಕೀರ್ತನೆ, ಪದ್ಯಗಳನ್ನು ಇಂಗ್ಲಿಷ್ ಭಾಷೆಗೆ ಭಾಷಾಂತರಿಸಿದ್ದಾರೆ. ಅವರ ಅನುವಾದ ಸಾಮರ್ಥ್ಯ ಉತ್ತಮ ಮಟ್ಟದ್ದು ಹಾಗೂ ರೈಸ್ ಅವರು ತಮ್ಮ ತಂದೆಯಂತೆ ಶಿಕ್ಷಣಕ್ಕೆ ದುಡಿದರು. ಒಂದು ಉತ್ತಮ ಭಾಷಾ ಶಾಸ್ತ್ರಜ್ಞರು. ಭಾಷೆಯಲ್ಲಿ ರಚಿಸಿದ ಕೃತಿ ಅಚ್ಚುಕಟ್ಟಾಗಿ ರಚಿತವಾಗಿದೆ. ರೈಸ್ ಅವರ ಸಂಶೋಧನೆ ಮತ್ತು ಬರಹ ಇ.ಪಿ. ರೈಸ್: [624, 122, 728, 428]
ambedkar-subheadline: ಇಂದು ಉಪನ್ಯಾಸ ಮಾಲೆ: [72, 618, 222, 640]
lead-col-1: ಬ್ರಿಟಿಷರು ಭಾರತದಲ್ಲಿದ್ದಾಗ ಯುರೋಪ್ ದೇಶಗಳಿಂದ ಇಲ್ಲಿಗೆ ಆಗಮಿಸಿದಾದ ಹಲವಾರು, ಅವರು ಇಲ್ಲಿಗೆ ಬಂದ ಆಡಳಿತ ಮತ್ತು ಧಾರ್ಮಿಕ ಪ್ರಚಾರದ ಕೆಲಸಗಳ ಜೊತೆಗೆ ಇಲ್ಲಿನ ಭಾಷೆ, ಸಾಹಿತ್ಯ ಮತ್ತು ಸಾಂಸ್ಕೃತಿಕ ವಲಯದಲ್ಲಿ ತಮ್ಮದೇ ಆದ ಕೊಡುಗೆ ನೀಡಿರುವ ಹಲವಾರು ನಿದರ್ಶನಗಳಿವೆ. ಇಂತಹ ಗಣನೀಯರಲ್ಲಿ ಬೆಂಜಮಿನ್ ರೈಸ್ ಮತ್ತು ಅವರ ಮಕ್ಕಳಾದ ಬಿ.ಎಲ್. ರೈಸ್, ಇ.ಪಿ. ರೈಸ್ ಪ್ರಮುಖರಾಗಿದ್ದಾರೆ. ಇವರಲ್ಲಿ ಬಿ. ಎಲ್ ರೈಸ್ ಶಾಸನ ಮತ್ತು ಸಂಶೋಧನ ಕ್ಷೇತ್ರದಲ್ಲಿ ಅಮೋಘ ಸೇವೆ ಸಲ್ಲಿಸಿ 'ಶಾಸನ ಪಿತಾಮಹ' ಎಂಬ ಖ್ಯಾತಿ ಪಡೆದವರು. ಅವರ ತಮ್ಮನಾದ ಎಡ್ವರ್ಡ್ ಪೀಟರ್ ರೈಸ್ ಕನ್ನಡ ಸಾಹಿತ್ಯಕ್ಕೆ ಸಲ್ಲಿಸಿದ ಸೇವೆ ಅವಿಸ್ಮರಣೀಯ. ಎಡ್ವರ್ಡ್ ಪೀಟರ್ ರೈಸ್ ಇ.ಪಿ. ರೈಸ್ ಎಂದೇ ಕನ್ನಡ ಸಾಹಿತ್ಯ ವಲಯದಲ್ಲಿ ಖ್ಯಾತರು. ಅವರು 1849ರಲ್ಲಿ ಏಪ್ರಿಲ್ 26ರಂದು ಬೆಂಗಳೂರಿನಲ್ಲಿ ಜನಿಸಿದರು. ತಮ್ಮ ಧಾರ್ಮಿಕ ಪ್ರಚಾರ ಕಾರ್ಯದ ಜೊತೆ ಜೊತೆಗೆ ಕನ್ನಡ ಸಾಹಿತ್ಯ ಮತ್ತು ಶಿಕ್ಷಣಕ್ಕೆ ದುಡಿದರು. 1915ರವರೆಗೆ ಬೆಂಗಳೂರಿನಲ್ಲಿದ್ದು, ನಂತರ ಇಂಗ್ಲೆಂಡಿಗೆ ತೆರಳಿದರು. 1936ರ ಜುಲೈ ವೇಳೆಗೆ ನಿಧನರಾದರು. ಭಾರತದಲ್ಲಿ ಬಹುಕಾಲ ನೆಲೆಸಿದ್ದ ರೈಸ್ ಕುಟುಂಬ ಕನ್ನಡ ನಾಡಿಗೆ ಅಪಾರ ಕೊಡುಗೆ ನೀಡಿದೆ. ಮೊದ ಮೊದಲು ಅವರ ಧಾರ್ಮಿಕ ಪ್ರಚಾರ ಕೃತಿಗಳು ಅನುಕೂಲಕರವಾದ ಕನ್ನಡದಲ್ಲಿ ರಚಿತವಾದವು. 1890ರಲ್ಲಿ ಸರಳ ಕನ್ನಡದಲ್ಲಿ ಬರೆದ ಕೃತಿಗಳು ಜನಪ್ರಿಯವಾದವು. ಮೊಸೆಸ್ ವಿರಚಿತ ಮೊದಲ ಕಾಂಡ ಸೇರಿದಂತೆ ಅನೇಕ ಕೃತಿಗಳನ್ನು ಅನುವಾದಿಸಿದರು. ಇಂಗ್ಲಿಷ್ ಭಾಷೆಯಲ್ಲಿ ರೈಸ್ ಅವರು ಬರೆದ ಕೃತಿಗಳು ಕನ್ನಡ ಸಾಹಿತ್ಯ ಚರಿತ್ರೆಯ ಅಧ್ಯಯನಕ್ಕೆ ಆಕರವಾದವು. 'ಹಿಸ್ಟರಿ ಆಫ್: [22, 122, 168, 332]
camp-headline: ಸಂಸ್ಕಾರ ಶಿಬಿರ ಯಶಸ್ವಿ: [22, 1057, 262, 1096]
village-col-2: ನಂಬರ್ ಬಾಕಿಯಿದೆ. ಜನರಿಗೆ ಮಂಜೂರು ಮಾಡಿದ್ದರೂ ಅವರಿಗೆ ಜಮೀನು ಕೊಟ್ಟಿಲ್ಲವೆಂದು ದೂರುಗಳು ಬರುತ್ತಲೇ ಇವೆ. ಈ ನಿಟ್ಟಿನಲ್ಲಿ ಜನರು ಕಚೇರಿಗಳಿಗೆ ಅಲೆಯುವುದನ್ನು ತಪ್ಪಿಸಬೇಕು. ಗ್ರಾಮ ಲೆಕ್ಕಿಗರು ಜನರ ಸಮಸ್ಯೆಗಳನ್ನು ಆಲಿಸಿ ಪರಿಹರಿಸಬೇಕು. ಕಂದಾಯ ಸಮಸ್ಯೆಗಳ ಬಗ್ಗೆ ಜಾಗೃತರಾಗಿರಬೇಕು. ಪ್ರತಿ ಗ್ರಾಮದಲ್ಲೂ ಕಂದಾಯ ಅದಾಲತ್ ನಡೆಸಲಾಗುತ್ತಿದೆ. ಸಾರ್ವಜನಿಕರ ಅರ್ಜಿಗಳನ್ನು ತ್ವರಿತವಾಗಿ ವಿಲೇವಾರಿ ಮಾಡಬೇಕು. ಪೌತಿ ಖಾತೆ ಆಂದೋಲನ ಯಶಸ್ವಿಯಾಗಬೇಕು. ಸರ್ಕಾರದ ಯೋಜನೆಗಳು ಅರ್ಹರಿಗೆ ತಲುಪಬೇಕು ಎಂದರು. ತಹಶೀಲ್ದಾರ್ ಪುರಂದರ್ ಮಾತನಾಡಿ ಜಿಲ್ಲಾಧಿಕಾರಿಗಳು ಕಂದಾಯ ಇಲಾಖೆಗೆ ಹೊಸ ರೂಪ ನೀಡಿದ್ದಾರೆ ಎಂದರು. ಟ್ರಸ್ಟ್ ಮೂಲಕ ಯೋಜನೆಯನ್ನು ಅನುಷ್ಠಾನಗೊಳಿಸಿ ಉಚಿತವಾಗಿ ಲ್ಯಾಪ್‌ಟಾಪ್ ಹಾಗೂ ಮೊಬೈಲ್‌ಗಳನ್ನು ವಿತರಿಸಲಾಗುತ್ತಿದೆ. ಇದರ ಸಂಪೂರ್ಣ ವೆಚ್ಚವನ್ನು ಟ್ರಸ್ಟ್ ಭರಿಸಿದೆ. ಎಲ್ಲಾ ಇಲಾಖೆಯ ಮಾತ್ರ ಇಲಾಖೆ ಕಂದಾಯ: [552, 1246, 724, 1350]
issue-date: ದಿನಾಂಕ: 26-04-2025,ಶನಿವಾರ: [434, 37, 530, 46]
journalists-subheadline: ಸಮಾಜದ ಮೇಲಾಗುವ ಅಡ್ಡ ಪರಿಣಾಮಗಳ ಅರಿವು ಅಗತ್ಯ: ಚಿದಾನಂದ: [347, 601, 627, 616]
laptop-distribution-photo: [552, 1140, 910, 1242]
fkcci-col-2: ಕಾಮರ್ಸ್‌ನ ಫಾಸ್ಟ್ ಪ್ರೆಸಿಡೆಂಟ್ ಶಂಕ್ರಪ್ಪ ಹಾಗೂ ಜಿಲ್ಲಾ ಕೈಗಾರಿಕಾ ಕೇಂದ್ರ ತುಮಕೂರಿನ ಡೆಪ್ಯೂಟಿ ಡೈರೆಕ್ಟರ್ ನಾಗರಾಜು, ಸಂಸ್ಥೆಯ ಉಪಾಧ್ಯಕ್ಷರಾದ ಸಿಎಸ್ ಸಂಜಯ್, ಕಾರ್ಯದರ್ಶಿಗಳಾದ ಟಿಎಸ್ ಶ್ರೀಕಂಠ ಸ್ವಾಮಿ, ಖಜಾಂಚಿಗಳಾದ ಜಿ ಆರ್ ಎಸ್ ರವಿಶಂಕರ್, ಮಾಜಿ ಅಧ್ಯಕ್ಷರಾದ ಸುಜ್ಞಾನ್ ಹಿರೇಮಠ್, ನಿರ್ದೇಶಕರಾದ ಹೆಚ್ ಪಿ ಮೋಹನ್ ಕುಮಾರ್, ಟಿ ಆರ್ ಆನಂದ್, ಜಿ ಆರ್ ಮನು,ಎ ಎಂ ರಮೇಶ್, ನಾಗೇಶ್ ಬಾಬು ರವರು ಉಪಸ್ಥಿತರಿದ್ದರು.: [482, 938, 690, 985]
camp-col-2: ಶ್ರೀ ಮಠವು ಕಲಿಸಿ ಪ್ರತಿಯೊಂದು ಜ್ಞಾನವನ್ನು ನಿಮ್ಮ ಭವಿಷ್ಯಕ್ಕೆ ನಿಮ್ಮ ಜೀವನ ಬದಲಾಯಿಸುವಂತೆ ಬಳಸಿ. ಅತ್ಯುತ್ತಮ ಸಂಸ್ಕಾರವನ್ನು ಶ್ರೀಮಠವು ನೀಡುತ್ತಿದೆ. ಮಕ್ಕಳು ಇಂತಹ ಶಿಬಿರಗಳಲ್ಲಿ ಭಾಗವಹಿಸುವುದರಿಂದ ಉತ್ತಮ ನಾಗರಿಕರಾಗಲು ಸಾಧ್ಯ. ಪೋಷಕರು ಮಕ್ಕಳಿಗೆ ಧಾರ್ಮಿಕ ಸಂಸ್ಕಾರ ನೀಡಬೇಕು. ಶಿಬಿರಾರ್ಥಿಗಳು ತಮ್ಮ ಅನುಭವಗಳನ್ನು ಹಂಚಿಕೊಂಡರು. ಕಾರ್ಯಕ್ರಮದಲ್ಲಿ ಡಾ.ಸಿ.ನಂಜುಂಡಯ್ಯ, ಸಂಪಾದಕರು, ಹಿರಿಯ ಮುಖಂಡರು ಉಪಸ್ಥಿತರಿದ್ದರು. ಪ್ರಾರ್ಥನೆಯೊಂದಿಗೆ ಕಾರ್ಯಕ್ರಮ ಆರಂಭವಾಯಿತು. ಉಪನ್ಯಾಸಕರಾದ ಡಾ ಶ್ರೀನಿವಾಸ ರೆಡ್ಡಿ ಹಾಗೂ ಅತಿಥಿಗಳು ಉಪಸ್ಥಿತರಿದ್ದರು ಶಿಬಿರದ ನೂರಾರು ವಿದ್ಯಾರ್ಥಿಗಳು ಪಾಲ್ಗೊಂಡಿದ್ದರು.: [138, 1240, 366, 1296]
